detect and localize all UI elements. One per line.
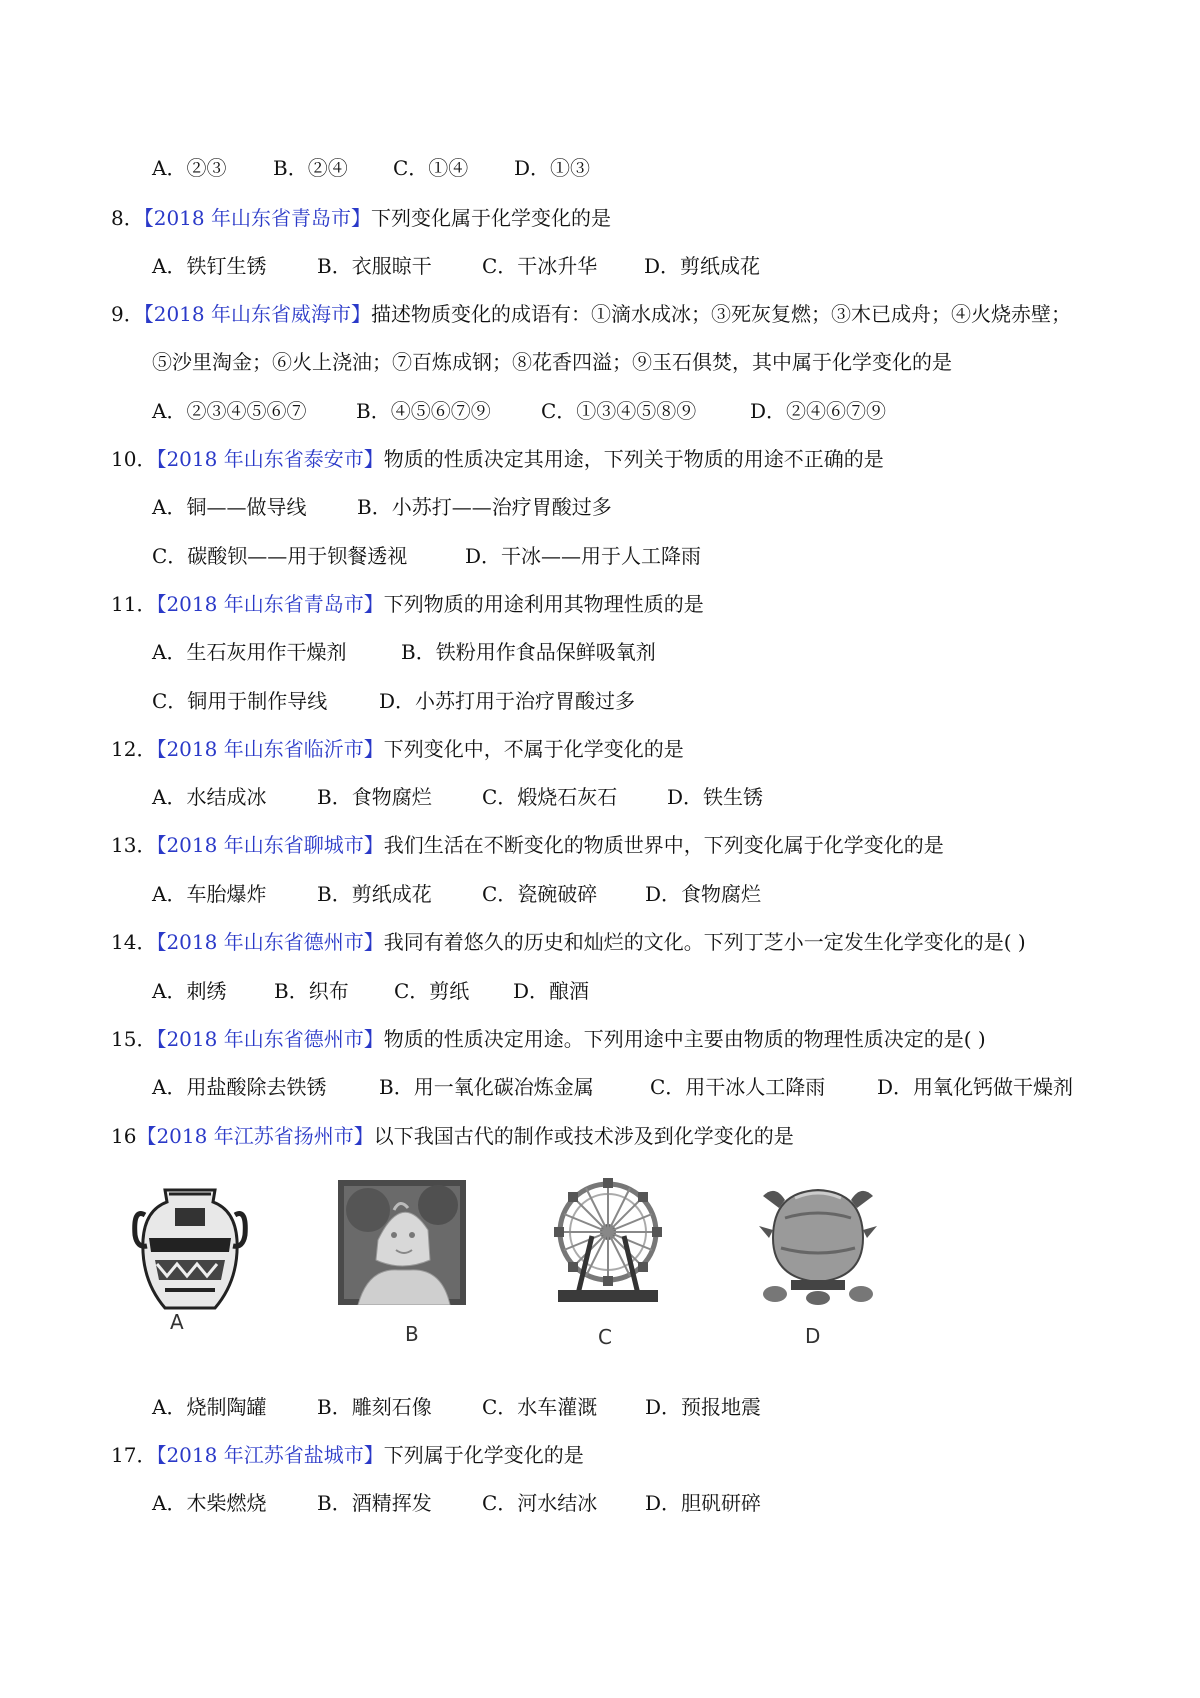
- q12-stem: 下列变化中，不属于化学变化的是: [383, 737, 684, 761]
- q14-number: 14．: [111, 930, 157, 954]
- q7-option-b: B．②④: [273, 156, 348, 180]
- q10-option-c: C．碳酸钡——用于钡餐透视: [152, 544, 408, 568]
- q8-option-d: D．剪纸成花: [644, 254, 761, 278]
- q13-number: 13．: [111, 833, 157, 857]
- figure-a-label: A: [170, 1310, 184, 1334]
- q10-number: 10．: [111, 447, 157, 471]
- q12-option-b: B．食物腐烂: [317, 785, 432, 809]
- q9-stem-line: [111, 299, 1071, 329]
- q10-stem-line: [111, 444, 884, 474]
- q15-source: 【2018 年山东省德州市】: [156, 1027, 384, 1051]
- figure-a-pottery-jar: [125, 1180, 255, 1325]
- q11-option-d: D．小苏打用于治疗胃酸过多: [379, 689, 636, 713]
- q8-stem: 下列变化属于化学变化的是: [371, 206, 611, 230]
- q14-option-c: C．剪纸: [394, 979, 470, 1003]
- q8-option-b: B．衣服晾干: [317, 254, 432, 278]
- q12-option-c: C．煅烧石灰石: [482, 785, 618, 809]
- q13-source: 【2018 年山东省聊城市】: [156, 833, 384, 857]
- q12-stem-line: [111, 734, 684, 764]
- q7-option-d: D．①③: [514, 156, 591, 180]
- q9-source: 【2018 年山东省威海市】: [143, 302, 371, 326]
- q9-option-c: C．①③④⑤⑧⑨: [541, 399, 697, 423]
- figure-d-label: D: [805, 1324, 821, 1348]
- q11-option-b: B．铁粉用作食品保鲜吸氧剂: [401, 640, 656, 664]
- q11-stem-line: [111, 589, 704, 619]
- q7-option-a: A．②③: [152, 156, 227, 180]
- q9-stem-1: 描述物质变化的成语有：①滴水成冰；③死灰复燃；③木已成舟；④火烧赤壁；: [371, 302, 1071, 326]
- q16-stem: 以下我国古代的制作或技术涉及到化学变化的是: [373, 1124, 794, 1148]
- q15-option-b: B．用一氧化碳冶炼金属: [379, 1075, 594, 1099]
- q12-option-a: A．水结成冰: [152, 785, 267, 809]
- q16-number: 16: [111, 1124, 137, 1148]
- q12-source: 【2018 年山东省临沂市】: [156, 737, 384, 761]
- q14-option-d: D．酿酒: [513, 979, 590, 1003]
- q10-option-a: A．铜——做导线: [152, 495, 307, 519]
- q11-option-c: C．铜用于制作导线: [152, 689, 328, 713]
- q10-option-b: B．小苏打——治疗胃酸过多: [357, 495, 612, 519]
- q17-option-d: D．胆矾研碎: [645, 1491, 762, 1515]
- q16-option-a: A．烧制陶罐: [152, 1395, 267, 1419]
- q15-number: 15．: [111, 1027, 157, 1051]
- q17-number: 17．: [111, 1443, 157, 1467]
- q11-option-a: A．生石灰用作干燥剂: [152, 640, 347, 664]
- figure-c-label: C: [598, 1325, 612, 1349]
- q17-stem: 下列属于化学变化的是: [383, 1443, 584, 1467]
- q17-option-a: A．木柴燃烧: [152, 1491, 267, 1515]
- q16-option-b: B．雕刻石像: [317, 1395, 432, 1419]
- figure-b-label: B: [405, 1322, 419, 1346]
- q13-stem-line: [111, 830, 944, 860]
- q9-number: 9．: [111, 302, 144, 326]
- q14-source: 【2018 年山东省德州市】: [156, 930, 384, 954]
- q9-stem-2: ⑤沙里淘金；⑥火上浇油；⑦百炼成钢；⑧花香四溢；⑨玉石俱焚，其中属于化学变化的是: [152, 350, 952, 374]
- q17-stem-line: [111, 1440, 584, 1470]
- q11-source: 【2018 年山东省青岛市】: [156, 592, 384, 616]
- q12-option-d: D．铁生锈: [667, 785, 764, 809]
- q16-source: 【2018 年江苏省扬州市】: [136, 1124, 374, 1148]
- q17-source: 【2018 年江苏省盐城市】: [156, 1443, 384, 1467]
- q14-option-a: A．刺绣: [152, 979, 227, 1003]
- q15-stem: 物质的性质决定用途。下列用途中主要由物质的物理性质决定的是( ): [383, 1027, 986, 1051]
- q16-option-c: C．水车灌溉: [482, 1395, 598, 1419]
- q17-option-c: C．河水结冰: [482, 1491, 598, 1515]
- q10-source: 【2018 年山东省泰安市】: [156, 447, 384, 471]
- q16-option-d: D．预报地震: [645, 1395, 762, 1419]
- q8-option-a: A．铁钉生锈: [152, 254, 267, 278]
- q15-option-a: A．用盐酸除去铁锈: [152, 1075, 327, 1099]
- figure-d-seismoscope: [755, 1178, 881, 1306]
- q13-option-c: C．瓷碗破碎: [482, 882, 598, 906]
- figure-b-stone-statue: [338, 1180, 466, 1305]
- q17-option-b: B．酒精挥发: [317, 1491, 432, 1515]
- q9-option-b: B．④⑤⑥⑦⑨: [356, 399, 491, 423]
- q15-stem-line: [111, 1024, 986, 1054]
- q14-stem: 我同有着悠久的历史和灿烂的文化。下列丁芝小一定发生化学变化的是( ): [383, 930, 1026, 954]
- q14-option-b: B．织布: [274, 979, 349, 1003]
- q15-option-d: D．用氧化钙做干燥剂: [877, 1075, 1074, 1099]
- q13-option-a: A．车胎爆炸: [152, 882, 267, 906]
- q11-stem: 下列物质的用途利用其物理性质的是: [383, 592, 704, 616]
- q15-option-c: C．用干冰人工降雨: [650, 1075, 826, 1099]
- q14-stem-line: [111, 927, 1026, 957]
- q16-stem-line: [111, 1121, 794, 1151]
- q10-stem: 物质的性质决定其用途，下列关于物质的用途不正确的是: [383, 447, 884, 471]
- q13-option-d: D．食物腐烂: [645, 882, 762, 906]
- q8-stem-line: [111, 203, 611, 233]
- q8-number: 8．: [111, 206, 144, 230]
- q7-option-c: C．①④: [393, 156, 469, 180]
- q11-number: 11．: [111, 592, 157, 616]
- q13-option-b: B．剪纸成花: [317, 882, 432, 906]
- q12-number: 12．: [111, 737, 157, 761]
- q8-option-c: C．干冰升华: [482, 254, 598, 278]
- q9-option-d: D．②④⑥⑦⑨: [750, 399, 887, 423]
- q13-stem: 我们生活在不断变化的物质世界中，下列变化属于化学变化的是: [383, 833, 944, 857]
- q8-source: 【2018 年山东省青岛市】: [143, 206, 371, 230]
- q9-stem-line-2: [152, 347, 952, 377]
- figure-c-water-wheel: [548, 1176, 668, 1306]
- q9-option-a: A．②③④⑤⑥⑦: [152, 399, 307, 423]
- q10-option-d: D．干冰——用于人工降雨: [465, 544, 702, 568]
